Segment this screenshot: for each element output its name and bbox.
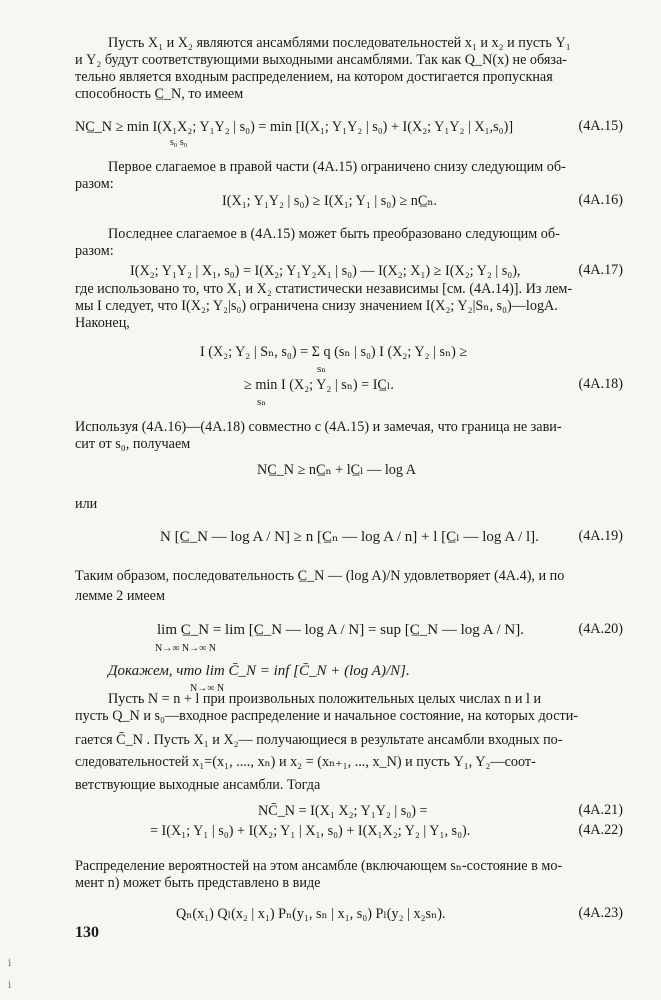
- equation-4a22: = I(X₁; Y₁ | s₀) + I(X₂; Y₁ | X₁, s₀) + I(X₁X₂; Y₂ | Y₁, s₀).: [150, 823, 471, 839]
- equation-tag-4a16: (4А.16): [578, 192, 623, 208]
- scan-mark: ⅰ: [8, 958, 12, 969]
- paragraph-9-line-3: гается C̄_N . Пусть X₁ и X₂— получающиеся в результате ансамбли входных по-: [75, 732, 563, 748]
- equation-4a23: Qₙ(x₁) Qₗ(x₂ | x₁) Pₙ(y₁, sₙ | x₁, s₀) Pₗ(y₂ | x₂sₙ).: [176, 906, 446, 922]
- equation-4a20: lim C̲_N = lim [C̲_N — log A / N] = sup [C̲_N — log A / N].: [157, 622, 524, 638]
- paragraph-4-line-1: где использовано то, что X₁ и X₂ статистически независимы [см. (4А.14)]. Из лем-: [75, 281, 573, 297]
- equation-tag-4a15: (4А.15): [578, 118, 623, 134]
- equation-4a20-subscripts: N→∞ N→∞ N: [155, 643, 216, 654]
- paragraph-8-subscripts: N→∞ N: [190, 683, 225, 694]
- equation-tag-4a23: (4А.23): [578, 905, 623, 921]
- paragraph-10-line-1: Распределение вероятностей на этом ансамбле (включающем sₙ-состояние в мо-: [75, 858, 563, 874]
- paragraph-1-line-4: способность C̲_N, то имеем: [75, 86, 244, 102]
- paragraph-3-line-2: разом:: [75, 243, 114, 259]
- paragraph-7-line-1: Таким образом, последовательность C̲_N — (log A)/N удовлетворяет (4А.4), и по: [75, 568, 565, 584]
- scan-mark-2: ⅰ: [8, 980, 12, 991]
- paragraph-5-line-2: сит от s₀, получаем: [75, 436, 191, 452]
- paragraph-9-line-1: Пусть N = n + l при произвольных положительных целых числах n и l и: [108, 691, 542, 707]
- equation-tag-4a22: (4А.22): [578, 822, 623, 838]
- paragraph-1-line-3: тельно является входным распределением, на котором достигается пропускная: [75, 69, 553, 85]
- paragraph-2-line-1: Первое слагаемое в правой части (4А.15) ограничено снизу следующим об-: [108, 159, 566, 175]
- equation-tag-4a19: (4А.19): [578, 528, 623, 544]
- paragraph-7-line-2: лемме 2 имеем: [75, 588, 165, 604]
- paragraph-1-line-1: Пусть X₁ и X₂ являются ансамблями последовательностей x₁ и x₂ и пусть Y₁: [108, 35, 571, 51]
- equation-intermediate: NC̲_N ≥ nC̲ₙ + lC̲ₗ — log A: [257, 462, 416, 478]
- paragraph-5-line-1: Используя (4А.16)—(4А.18) совместно с (4А.15) и замечая, что граница не зави-: [75, 419, 562, 435]
- paragraph-9-line-5: ветствующие выходные ансамбли. Тогда: [75, 777, 321, 793]
- equation-tag-4a21: (4А.21): [578, 802, 623, 818]
- equation-4a18-line-1: I (X₂; Y₂ | Sₙ, s₀) = Σ q (sₙ | s₀) I (X₂; Y₂ | sₙ) ≥: [200, 344, 468, 360]
- equation-4a21: NC̄_N = I(X₁ X₂; Y₁Y₂ | s₀) =: [258, 803, 428, 819]
- equation-tag-4a20: (4А.20): [578, 621, 623, 637]
- paragraph-2-line-2: разом:: [75, 176, 114, 192]
- equation-tag-4a17: (4А.17): [578, 262, 623, 278]
- paragraph-9-line-4: следовательностей x₁=(x₁, ...., xₙ) и x₂ = (xₙ₊₁, ..., x_N) и пусть Y₁, Y₂—соот-: [75, 754, 536, 770]
- paragraph-4-line-2: мы I следует, что I(X₂; Y₂|s₀) ограничена снизу значением I(X₂; Y₂|Sₙ, s₀)—logA.: [75, 298, 558, 314]
- paragraph-4-line-3: Наконец,: [75, 315, 130, 331]
- paragraph-1-line-2: и Y₂ будут соответствующими выходными ансамблями. Так как Q_N(x) не обяза-: [75, 52, 568, 68]
- equation-4a15-subscripts: s₀ s₀: [170, 137, 188, 148]
- equation-4a17: I(X₂; Y₁Y₂ | X₁, s₀) = I(X₂; Y₁Y₂X₁ | s₀) — I(X₂; X₁) ≥ I(X₂; Y₂ | s₀),: [130, 263, 521, 279]
- equation-4a18-subscript-1: sₙ: [317, 363, 327, 375]
- paragraph-8-statement: Докажем, что lim C̄_N = inf [C̄_N + (log A)/N].: [108, 663, 410, 679]
- equation-4a19: N [C̲_N — log A / N] ≥ n [C̲ₙ — log A / n] + l [C̲ₗ — log A / l].: [160, 529, 539, 545]
- paragraph-3-line-1: Последнее слагаемое в (4А.15) может быть преобразовано следующим об-: [108, 226, 560, 242]
- word-or: или: [75, 496, 98, 512]
- page-number: 130: [75, 924, 99, 941]
- equation-4a15: NC̲_N ≥ min I(X₁X₂; Y₁Y₂ | s₀) = min [I(X₁; Y₁Y₂ | s₀) + I(X₂; Y₁Y₂ | X₁,s₀)]: [75, 119, 514, 135]
- equation-4a18-line-2: ≥ min I (X₂; Y₂ | sₙ) = IC̲ₗ.: [244, 377, 394, 393]
- equation-4a18-subscript-2: sₙ: [257, 396, 267, 408]
- paragraph-9-line-2: пусть Q_N и s₀—входное распределение и начальное состояние, на которых дости-: [75, 708, 579, 724]
- equation-tag-4a18: (4А.18): [578, 376, 623, 392]
- equation-4a16: I(X₁; Y₁Y₂ | s₀) ≥ I(X₁; Y₁ | s₀) ≥ nC̲ₙ.: [222, 193, 438, 209]
- paragraph-10-line-2: мент n) может быть представлено в виде: [75, 875, 321, 891]
